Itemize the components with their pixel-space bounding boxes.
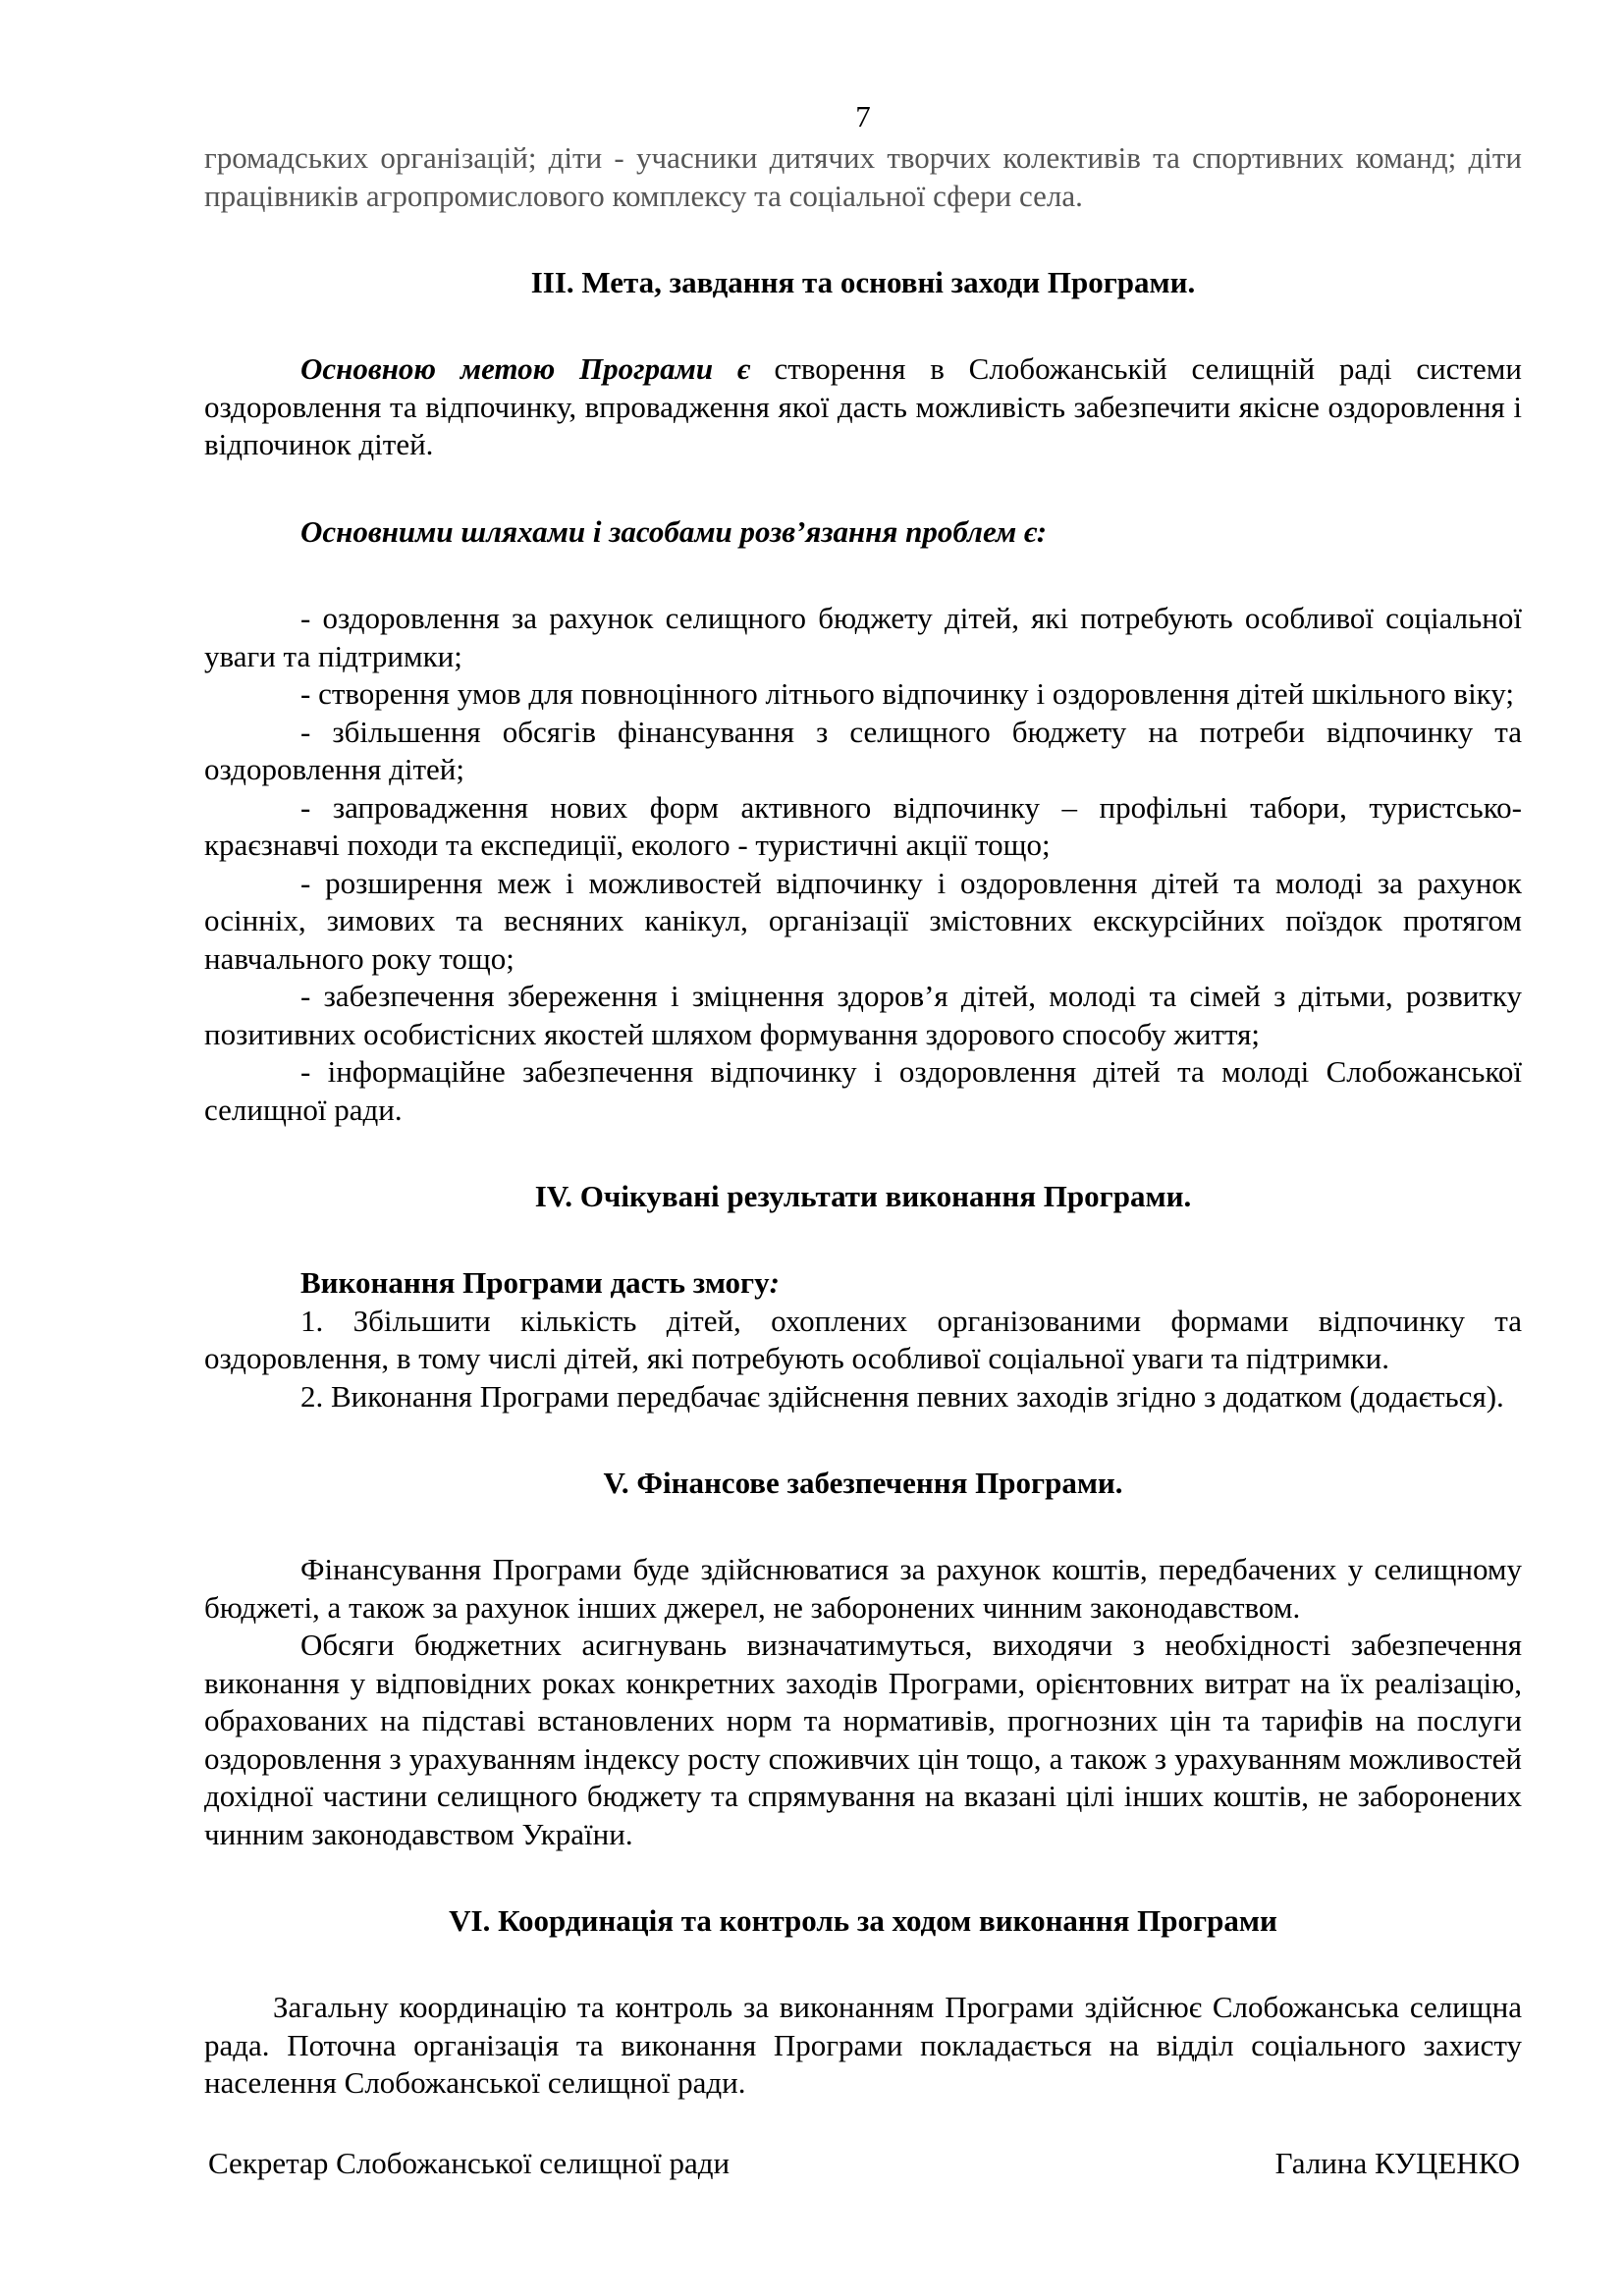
goal-lead: Основною метою Програми є (300, 351, 750, 386)
section-5-title: V. Фінансове забезпечення Програми. (603, 1466, 1123, 1500)
ways-item: - створення умов для повноцінного літнього відпочинку і оздоровлення дітей шкільного віку; (300, 676, 1515, 711)
section-4-title: IV. Очікувані результати виконання Програми. (534, 1179, 1192, 1213)
finance-paragraph: Фінансування Програми буде здійснюватися за рахунок коштів, передбачених у селищному бюджеті, а також за рахунок інших джерел, не заборонених чинним законодавством. (204, 1552, 1522, 1625)
results-lead: Виконання Програми дасть змогу: (300, 1265, 780, 1300)
signature-position: Секретар Слобожанської селищної ради (208, 2146, 731, 2180)
ways-item: - збільшення обсягів фінансування з селищного бюджету на потреби відпочинку та оздоровлення дітей; (204, 714, 1522, 786)
coordination-paragraph: Загальну координацію та контроль за виконанням Програми здійснює Слобожанська селищна рада. Поточна організація та виконання Програми покладається на відділ соціального захисту населення Слобожанської селищної ради. (204, 1990, 1522, 2100)
page-number: 7 (855, 99, 871, 133)
intro-paragraph: громадських організацій; діти - учасники дитячих творчих колективів та спортивних команд; діти працівників агропромислового комплексу та соціальної сфери села. (204, 140, 1522, 213)
goal-text: створення в Слобожанській селищній раді системи оздоровлення та відпочинку, впровадження якої дасть можливість забезпечити якісне оздоровлення і відпочинок дітей. (204, 351, 1522, 461)
results-item: 1. Збільшити кількість дітей, охоплених організованими формами відпочинку та оздоровлення, в тому числі дітей, які потребують особливої соціальної уваги та підтримки. (204, 1303, 1522, 1375)
signature-name: Галина КУЦЕНКО (1274, 2146, 1520, 2180)
ways-heading: Основними шляхами і засобами розв’язання проблем є: (300, 513, 1048, 549)
signature-block (208, 2145, 1520, 2182)
ways-item: - запровадження нових форм активного відпочинку – профільні табори, туристсько-краєзнавчі походи та експедиції, еколого - туристичні акції тощо; (204, 789, 1522, 862)
ways-item: - розширення меж і можливостей відпочинку і оздоровлення дітей та молоді за рахунок осінніх, зимових та весняних канікул, організації змістовних екскурсійних поїздок протягом навчального року тощо; (204, 865, 1522, 976)
results-item: 2. Виконання Програми передбачає здійснення певних заходів згідно з додатком (додається). (300, 1378, 1504, 1414)
section-3-title: ІІІ. Мета, завдання та основні заходи Програми. (530, 265, 1196, 299)
section-6-title: VI. Координація та контроль за ходом виконання Програми (449, 1903, 1277, 1938)
ways-item: - оздоровлення за рахунок селищного бюджету дітей, які потребують особливої соціальної уваги та підтримки; (204, 601, 1522, 673)
ways-item: - забезпечення збереження і зміцнення здоров’я дітей, молоді та сімей з дітьми, розвитку позитивних особистісних якостей шляхом формування здорового способу життя; (204, 979, 1522, 1051)
goal-paragraph (204, 350, 1522, 464)
ways-item: - інформаційне забезпечення відпочинку і оздоровлення дітей та молоді Слобожанської селищної ради. (204, 1054, 1522, 1127)
finance-paragraph: Обсяги бюджетних асигнувань визначатимуться, виходячи з необхідності забезпечення виконання у відповідних роках конкретних заходів Програми, орієнтовних витрат на їх реалізацію, обрахованих на підставі встановлених норм та нормативів, прогнозних цін та тарифів на послуги оздоровлення з урахуванням індексу росту споживчих цін тощо, а також з урахуванням можливостей дохідної частини селищного бюджету та спрямування на вказані цілі інших коштів, не заборонених чинним законодавством України. (204, 1628, 1522, 1851)
